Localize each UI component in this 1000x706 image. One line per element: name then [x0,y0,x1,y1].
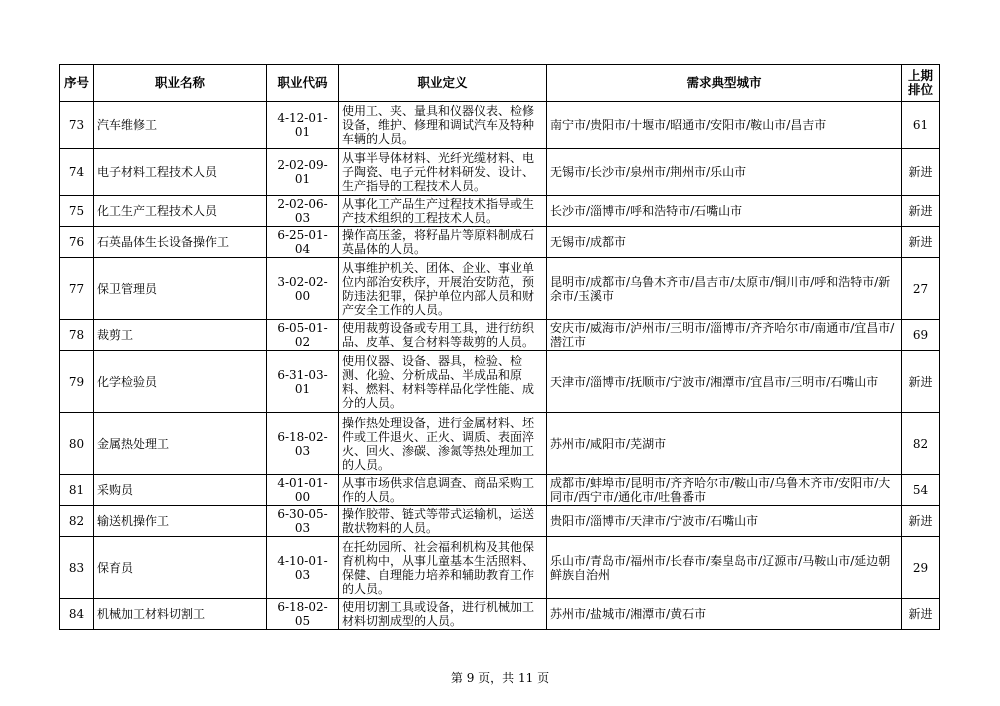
header-prev-rank [902,65,940,102]
row-occupation-name: 汽车维修工 [94,102,267,149]
table-row [60,413,940,475]
row-prev-rank: 新进 [902,351,940,413]
table-row [60,320,940,351]
table-header-row [60,65,940,102]
row-occupation-code: 6-25-01-04 [267,227,339,258]
row-prev-rank: 新进 [902,599,940,630]
row-occupation-name: 电子材料工程技术人员 [94,149,267,196]
row-cities: 苏州市/盐城市/湘潭市/黄石市 [547,599,902,630]
row-cities: 无锡市/长沙市/泉州市/荆州市/乐山市 [547,149,902,196]
row-occupation-code: 6-18-02-05 [267,599,339,630]
row-occupation-code: 6-30-05-03 [267,506,339,537]
row-occupation-definition: 操作高压釜，将籽晶片等原料制成石英晶体的人员。 [339,227,547,258]
row-prev-rank: 69 [902,320,940,351]
header-prev-rank-line1: 上期 [907,68,933,83]
row-prev-rank: 29 [902,537,940,599]
row-occupation-definition: 操作热处理设备，进行金属材料、坯件或工件退火、正火、调质、表面淬火、回火、渗碳、渗氮等热处理加工的人员。 [339,413,547,475]
row-prev-rank: 新进 [902,227,940,258]
row-seq: 78 [60,320,94,351]
row-occupation-code: 6-05-01-02 [267,320,339,351]
page-footer: 第 9 页，共 11 页 [450,671,550,685]
table-row [60,351,940,413]
row-occupation-name: 石英晶体生长设备操作工 [94,227,267,258]
row-seq: 75 [60,196,94,227]
row-occupation-code: 6-18-02-03 [267,413,339,475]
table-row [60,149,940,196]
row-cities: 昆明市/成都市/乌鲁木齐市/昌吉市/太原市/铜川市/呼和浩特市/新余市/玉溪市 [547,258,902,320]
row-occupation-definition: 使用仪器、设备、器具，检验、检测、化验、分析成品、半成品和原料、燃料、材料等样品化学性能、成分的人员。 [339,351,547,413]
row-seq: 84 [60,599,94,630]
row-cities: 长沙市/淄博市/呼和浩特市/石嘴山市 [547,196,902,227]
table-row [60,475,940,506]
header-code: 职业代码 [267,65,339,102]
table-row [60,227,940,258]
table-row [60,102,940,149]
row-occupation-name: 采购员 [94,475,267,506]
row-occupation-name: 化学检验员 [94,351,267,413]
row-cities: 苏州市/咸阳市/芜湖市 [547,413,902,475]
header-definition: 职业定义 [339,65,547,102]
header-seq: 序号 [60,65,94,102]
row-occupation-name: 输送机操作工 [94,506,267,537]
row-prev-rank: 54 [902,475,940,506]
row-occupation-name: 保卫管理员 [94,258,267,320]
row-occupation-code: 2-02-06-03 [267,196,339,227]
row-occupation-definition: 从事维护机关、团体、企业、事业单位内部治安秩序，开展治安防范，预防违法犯罪，保护单位内部人员和财产安全工作的人员。 [339,258,547,320]
row-seq: 80 [60,413,94,475]
row-cities: 南宁市/贵阳市/十堰市/昭通市/安阳市/鞍山市/昌吉市 [547,102,902,149]
row-occupation-code: 4-10-01-03 [267,537,339,599]
row-prev-rank: 61 [902,102,940,149]
row-occupation-code: 4-01-01-00 [267,475,339,506]
row-seq: 83 [60,537,94,599]
row-seq: 79 [60,351,94,413]
occupation-table [59,64,940,630]
row-occupation-code: 6-31-03-01 [267,351,339,413]
table-row [60,196,940,227]
row-seq: 77 [60,258,94,320]
table-row [60,258,940,320]
row-occupation-definition: 从事半导体材料、光纤光缆材料、电子陶瓷、电子元件材料研发、设计、生产指导的工程技术人员。 [339,149,547,196]
row-seq: 81 [60,475,94,506]
row-prev-rank: 新进 [902,506,940,537]
row-seq: 76 [60,227,94,258]
row-occupation-name: 裁剪工 [94,320,267,351]
row-cities: 贵阳市/淄博市/天津市/宁波市/石嘴山市 [547,506,902,537]
row-seq: 74 [60,149,94,196]
row-occupation-code: 2-02-09-01 [267,149,339,196]
row-prev-rank: 新进 [902,149,940,196]
row-occupation-definition: 使用切割工具或设备，进行机械加工材料切割成型的人员。 [339,599,547,630]
row-seq: 73 [60,102,94,149]
row-occupation-definition: 从事市场供求信息调查、商品采购工作的人员。 [339,475,547,506]
row-cities: 无锡市/成都市 [547,227,902,258]
table-row [60,537,940,599]
row-prev-rank: 82 [902,413,940,475]
row-prev-rank: 27 [902,258,940,320]
row-cities: 安庆市/威海市/泸州市/三明市/淄博市/齐齐哈尔市/南通市/宜昌市/潜江市 [547,320,902,351]
row-cities: 成都市/蚌埠市/昆明市/齐齐哈尔市/鞍山市/乌鲁木齐市/安阳市/大同市/西宁市/通化市/吐鲁番市 [547,475,902,506]
row-occupation-code: 4-12-01-01 [267,102,339,149]
row-occupation-definition: 操作胶带、链式等带式运输机，运送散状物料的人员。 [339,506,547,537]
row-seq: 82 [60,506,94,537]
header-prev-rank-line2: 排位 [907,82,933,97]
row-occupation-definition: 使用工、夹、量具和仪器仪表、检修设备，维护、修理和调试汽车及特种车辆的人员。 [339,102,547,149]
row-occupation-definition: 在托幼园所、社会福利机构及其他保育机构中，从事儿童基本生活照料、保健、自理能力培养和辅助教育工作的人员。 [339,537,547,599]
row-prev-rank: 新进 [902,196,940,227]
row-occupation-definition: 从事化工产品生产过程技术指导或生产技术组织的工程技术人员。 [339,196,547,227]
row-occupation-name: 金属热处理工 [94,413,267,475]
header-name: 职业名称 [94,65,267,102]
row-cities: 天津市/淄博市/抚顺市/宁波市/湘潭市/宜昌市/三明市/石嘴山市 [547,351,902,413]
row-occupation-name: 保育员 [94,537,267,599]
row-occupation-name: 机械加工材料切割工 [94,599,267,630]
row-cities: 乐山市/青岛市/福州市/长春市/秦皇岛市/辽源市/马鞍山市/延边朝鲜族自治州 [547,537,902,599]
table-row [60,599,940,630]
row-occupation-name: 化工生产工程技术人员 [94,196,267,227]
row-occupation-definition: 使用裁剪设备或专用工具，进行纺织品、皮革、复合材料等裁剪的人员。 [339,320,547,351]
row-occupation-code: 3-02-02-00 [267,258,339,320]
table-row [60,506,940,537]
header-cities: 需求典型城市 [547,65,902,102]
